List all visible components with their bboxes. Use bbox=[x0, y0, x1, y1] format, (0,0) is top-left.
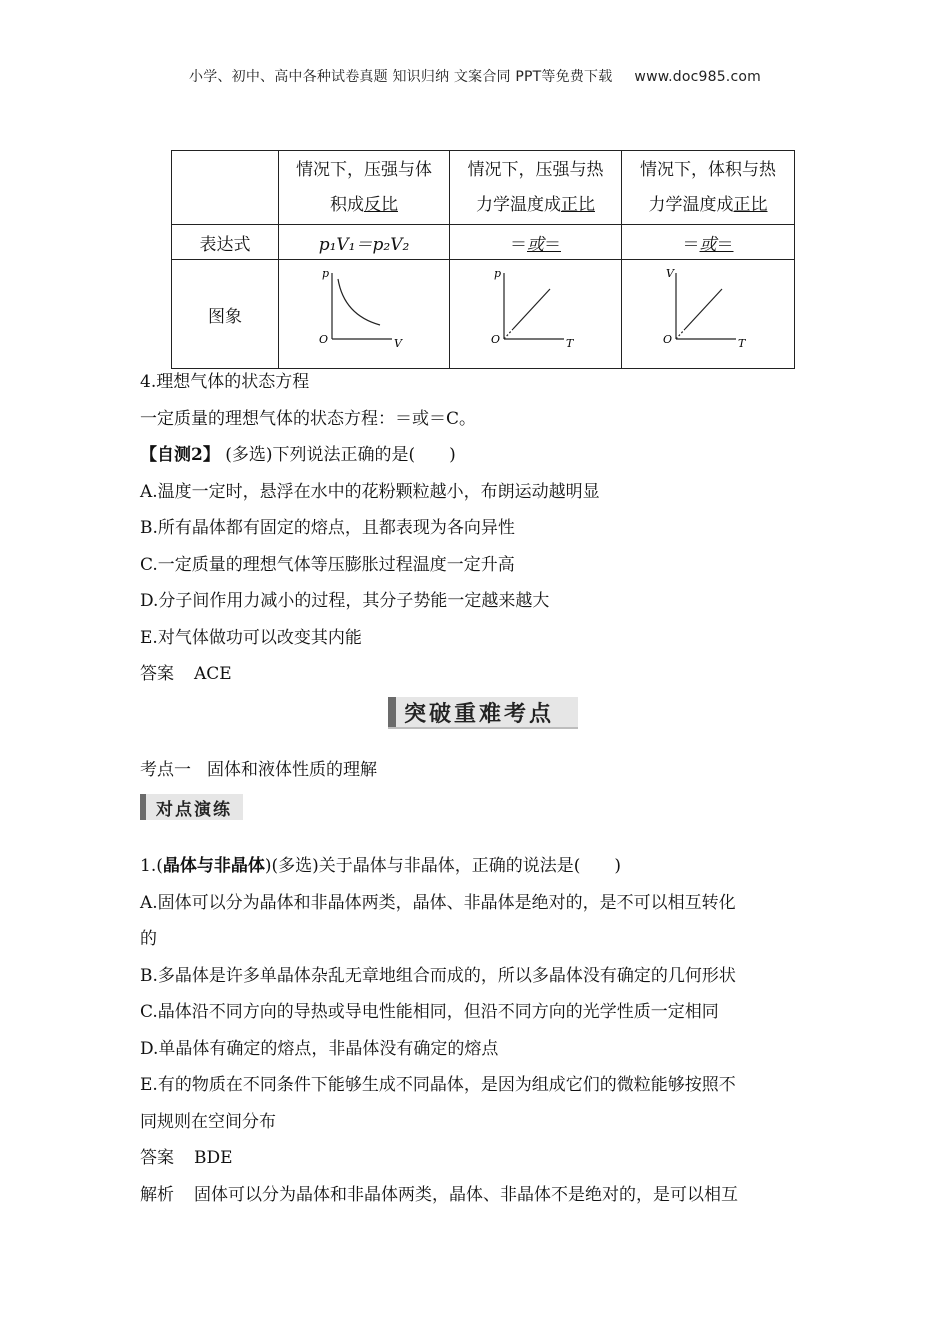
table-cell-gaylussac-expr bbox=[622, 225, 795, 260]
answer-label: 答案 bbox=[140, 1148, 174, 1168]
table-cell-boyle-graph bbox=[279, 260, 450, 369]
x-axis-label: T bbox=[565, 336, 573, 350]
y-axis-label: p bbox=[322, 266, 330, 280]
table-row-expression bbox=[172, 225, 795, 260]
section-text: 一定质量的理想气体的状态方程：＝或＝C。 bbox=[140, 408, 477, 429]
isochoric-graph bbox=[486, 267, 586, 357]
self-test-label: 【自测2】 bbox=[140, 445, 220, 465]
cell-answer: 正比 bbox=[561, 194, 595, 215]
question-text: (多选)下列说法正确的是( ) bbox=[219, 445, 456, 465]
cell-answer: 反比 bbox=[364, 194, 398, 215]
origin-label: O bbox=[663, 332, 673, 346]
header-text: 小学、初中、高中各种试卷真题 知识归纳 文案合同 PPT等免费下载 bbox=[189, 69, 613, 85]
cell-text: 或 bbox=[527, 234, 544, 255]
table-cell-gaylussac-desc bbox=[622, 151, 795, 225]
tag-text: 对点演练 bbox=[156, 799, 232, 820]
topic-number: 考点一 bbox=[140, 760, 191, 780]
cell-text: 积成 bbox=[330, 194, 364, 215]
option-b: B.多晶体是许多单晶体杂乱无章地组合而成的，所以多晶体没有确定的几何形状 bbox=[140, 965, 736, 986]
isotherm-graph bbox=[314, 267, 414, 357]
table-cell-charles-graph bbox=[450, 260, 622, 369]
option-c: C.一定质量的理想气体等压膨胀过程温度一定升高 bbox=[140, 554, 515, 575]
cell-text: ＝ bbox=[510, 234, 527, 255]
question-1 bbox=[140, 848, 830, 1213]
extrapolation-line bbox=[676, 329, 685, 339]
header-url[interactable]: www.doc985.com bbox=[634, 69, 761, 85]
table-row-description bbox=[172, 151, 795, 225]
table-row-graph bbox=[172, 260, 795, 369]
question-text: 1.( bbox=[140, 856, 163, 876]
analysis-label: 解析 bbox=[140, 1184, 174, 1205]
topic-title: 固体和液体性质的理解 bbox=[207, 760, 377, 780]
banner-text: 突破重难考点 bbox=[404, 701, 555, 727]
section-title: 4.理想气体的状态方程 bbox=[140, 372, 310, 392]
cell-text: ＝ bbox=[716, 234, 734, 255]
option-a: A.温度一定时，悬浮在水中的花粉颗粒越小，布朗运动越明显 bbox=[140, 481, 600, 502]
option-e-cont: 同规则在空间分布 bbox=[140, 1111, 276, 1132]
cell-answer: 正比 bbox=[733, 194, 768, 215]
cell-text: ＝ bbox=[682, 234, 700, 255]
tag-bar bbox=[140, 794, 146, 820]
cell-text: 情况下，压强与热 bbox=[467, 159, 604, 180]
cell-text: 力学温度成 bbox=[648, 194, 734, 215]
gas-laws-table bbox=[171, 150, 795, 369]
x-axis-label: V bbox=[394, 336, 402, 350]
proportional-line bbox=[685, 289, 722, 329]
origin-label: O bbox=[490, 332, 500, 346]
option-b: B.所有晶体都有固定的熔点，且都表现为各向异性 bbox=[140, 518, 515, 538]
table-cell-charles-expr bbox=[450, 225, 622, 260]
table-cell-label: 表达式 bbox=[172, 225, 279, 260]
option-e: E.对气体做功可以改变其内能 bbox=[140, 627, 362, 648]
banner-bar bbox=[388, 697, 396, 727]
option-a-cont: 的 bbox=[140, 929, 157, 949]
question-topic: 晶体与非晶体 bbox=[162, 856, 265, 876]
answer-label: 答案 bbox=[140, 664, 174, 684]
table-cell-charles-desc bbox=[450, 151, 622, 225]
answer-line bbox=[140, 1140, 830, 1177]
self-test-question bbox=[140, 437, 830, 474]
extrapolation-line bbox=[504, 329, 513, 339]
cell-text: 情况下，体积与热 bbox=[640, 159, 776, 180]
option-a: A.固体可以分为晶体和非晶体两类，晶体、非晶体是绝对的，是不可以相互转化 bbox=[140, 892, 736, 913]
option-d: D.分子间作用力减小的过程，其分子势能一定越来越大 bbox=[140, 591, 550, 611]
topic-heading bbox=[140, 755, 377, 780]
question-stem bbox=[140, 848, 830, 885]
answer-value: BDE bbox=[194, 1148, 233, 1168]
y-axis-label: V bbox=[666, 266, 674, 280]
option-c: C.晶体沿不同方向的导热或导电性能相同，但沿不同方向的光学性质一定相同 bbox=[140, 1002, 719, 1022]
table-cell-gaylussac-graph bbox=[622, 260, 795, 369]
cell-text: 或 bbox=[699, 234, 717, 255]
answer-value: ACE bbox=[194, 664, 232, 684]
table-cell-empty bbox=[172, 151, 279, 225]
section-ideal-gas bbox=[140, 364, 830, 693]
answer-line bbox=[140, 656, 830, 693]
option-e: E.有的物质在不同条件下能够生成不同晶体，是因为组成它们的微粒能够按照不 bbox=[140, 1075, 736, 1095]
origin-label: O bbox=[319, 332, 329, 346]
table-cell-label: 图象 bbox=[172, 260, 279, 369]
option-d: D.单晶体有确定的熔点，非晶体没有确定的熔点 bbox=[140, 1038, 499, 1059]
isobaric-graph bbox=[658, 267, 758, 357]
analysis-text: 固体可以分为晶体和非晶体两类，晶体、非晶体不是绝对的，是可以相互 bbox=[194, 1184, 738, 1205]
section-banner bbox=[388, 697, 578, 729]
cell-text: 力学温度成 bbox=[476, 194, 561, 215]
analysis-line bbox=[140, 1177, 830, 1214]
cell-text: ＝ bbox=[544, 234, 561, 255]
table-cell-boyle-desc bbox=[279, 151, 450, 225]
proportional-line bbox=[513, 289, 550, 329]
question-text: )(多选)关于晶体与非晶体，正确的说法是( ) bbox=[264, 856, 622, 876]
page-header bbox=[0, 66, 950, 86]
table-cell-boyle-expr: p₁V₁＝p₂V₂ bbox=[279, 225, 450, 260]
hyperbola-curve bbox=[338, 279, 380, 325]
cell-text: 情况下，压强与体 bbox=[296, 159, 432, 180]
x-axis-label: T bbox=[738, 336, 746, 350]
y-axis-label: p bbox=[493, 266, 501, 280]
practice-tag bbox=[140, 794, 243, 820]
